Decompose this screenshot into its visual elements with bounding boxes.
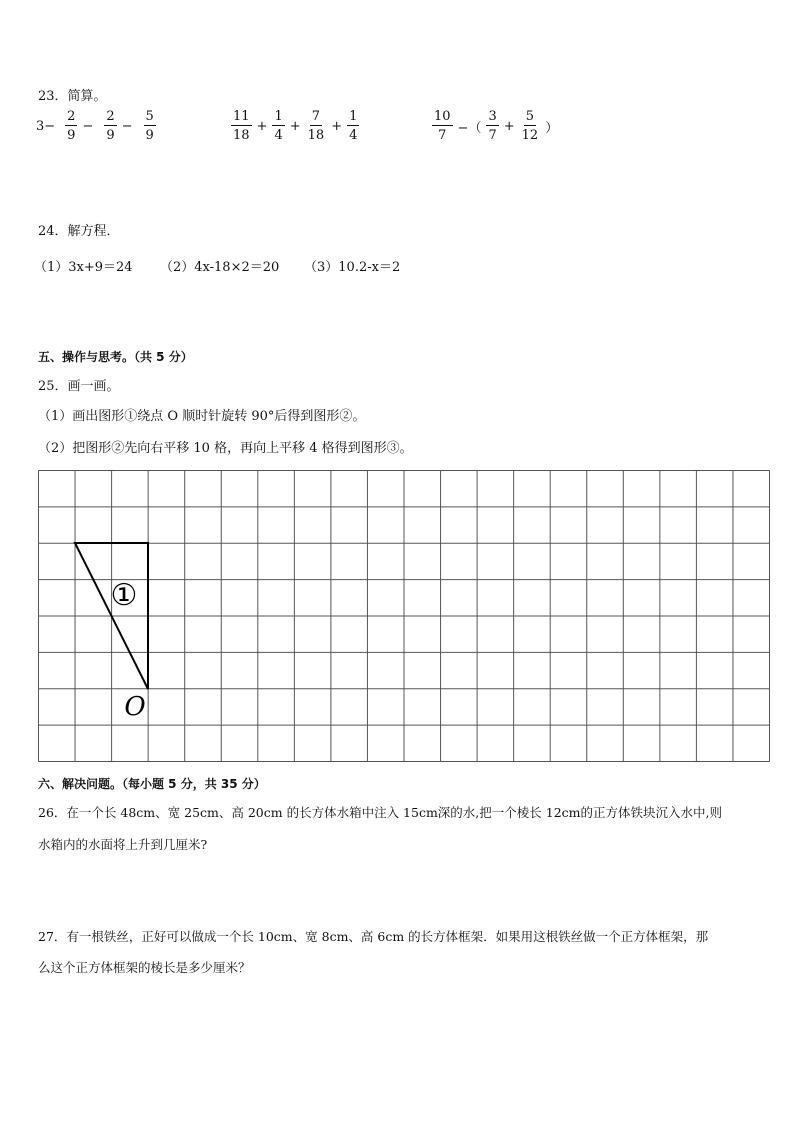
q24-equation-3: （3）10.2-x＝2 (304, 260, 401, 275)
q27-line-2: 么这个正方体框架的棱长是多少厘米？ (38, 960, 251, 975)
fraction: $\frac{3}{7}$ (488, 109, 497, 143)
q23-title: 23．简算。 (38, 89, 107, 104)
operator: + (503, 118, 515, 134)
operator: −（ (457, 120, 482, 136)
q24-title: 24．解方程． (38, 224, 120, 239)
operator: ） (545, 120, 559, 136)
fraction: $\frac{11}{18}$ (233, 109, 250, 143)
q24-equation-2: （2）4x-18×2＝20 (160, 260, 280, 275)
operator: − (82, 118, 94, 134)
figure-1-label: ① (110, 578, 138, 613)
operator: + (331, 118, 343, 134)
operator: + (289, 118, 301, 134)
fraction: $\frac{5}{12}$ (521, 109, 539, 143)
q27-line-1: 27．有一根铁丝，正好可以做成一个长 10cm、宽 8cm、高 6cm 的长方体框架．如果用这根铁丝做一个正方体框架，那 (38, 929, 709, 944)
drawing-grid (38, 470, 770, 762)
expr1-lead: 3− (36, 118, 56, 134)
section-5-heading: 五、操作与思考。（共 5 分） (38, 350, 193, 364)
q23-expression-2 (229, 110, 361, 142)
q25-part-2: （2）把图形②先向右平移 10 格，再向上平移 4 格得到图形③。 (38, 441, 413, 456)
fraction: $\frac{2}{9}$ (67, 109, 76, 143)
q24-equation-1: （1）3x+9＝24 (34, 260, 133, 275)
fraction: $\frac{5}{9}$ (145, 109, 154, 143)
q25-title: 25．画一画。 (38, 379, 120, 394)
fraction: $\frac{1}{4}$ (349, 109, 358, 143)
q23-expression-3 (430, 110, 561, 142)
fraction: $\frac{2}{9}$ (106, 109, 115, 143)
q26-line-2: 水箱内的水面将上升到几厘米? (38, 837, 208, 852)
q23-expression-1 (36, 110, 158, 142)
point-o-label: O (124, 692, 146, 722)
fraction: $\frac{1}{4}$ (274, 109, 283, 143)
operator: + (256, 118, 268, 134)
q25-part-1: （1）画出图形①绕点 O 顺时针旋转 90°后得到图形②。 (38, 409, 366, 424)
operator: − (121, 118, 133, 134)
section-6-heading: 六、解决问题。（每小题 5 分，共 35 分） (38, 777, 266, 791)
q26-line-1: 26．在一个长 48cm、宽 25cm、高 20cm 的长方体水箱中注入 15cm深的水,把一个棱长 12cm的正方体铁块沉入水中,则 (38, 805, 722, 820)
fraction: $\frac{7}{18}$ (307, 109, 325, 143)
fraction: $\frac{10}{7}$ (434, 109, 451, 143)
